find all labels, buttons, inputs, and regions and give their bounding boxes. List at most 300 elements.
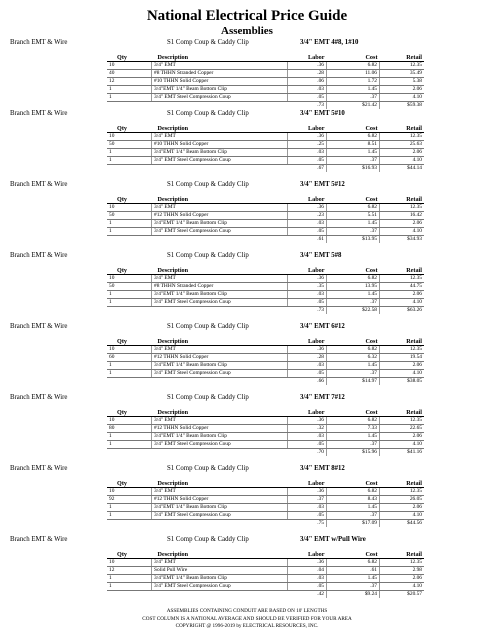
- cell-qty: 1: [107, 94, 152, 102]
- column-header-labor: Labor: [288, 195, 327, 204]
- table-row: [107, 86, 424, 94]
- column-header-cost: Cost: [327, 124, 380, 133]
- cell-qty: 1: [107, 512, 152, 520]
- table-row: [107, 488, 424, 496]
- assembly-name: 3/4" EMT 5#8: [300, 252, 342, 259]
- cell-qty: 92: [107, 496, 152, 504]
- column-header-labor: Labor: [288, 550, 327, 559]
- cell-cost: 1.45: [327, 362, 380, 370]
- cell-retail: 12.35: [380, 133, 425, 141]
- table-row: [107, 94, 424, 102]
- column-header-cost: Cost: [327, 408, 380, 417]
- column-header-description: Description: [152, 479, 288, 488]
- column-header-labor: Labor: [288, 479, 327, 488]
- cell-labor: .03: [288, 433, 327, 441]
- cell-labor: .03: [288, 220, 327, 228]
- assembly-name: 3/4" EMT w/Pull Wire: [300, 536, 366, 543]
- total-spacer: [107, 520, 152, 528]
- cell-retail: 12.35: [380, 275, 425, 283]
- cell-qty: 1: [107, 157, 152, 165]
- total-retail: $44.14: [407, 165, 422, 171]
- total-spacer: [107, 307, 152, 315]
- table-header-row: [107, 550, 424, 559]
- total-spacer: [152, 449, 288, 457]
- cell-cost: 6.82: [327, 62, 380, 70]
- assembly-category: Branch EMT & Wire: [10, 536, 68, 543]
- cell-retail: 2.06: [380, 433, 425, 441]
- column-header-description: Description: [152, 195, 288, 204]
- cell-cost: 1.72: [327, 78, 380, 86]
- cell-labor: .23: [288, 212, 327, 220]
- table-row: [107, 559, 424, 567]
- cell-description: 3/4" EMT Steel Compression Coup: [152, 299, 288, 307]
- cell-description: 3/4" EMT Steel Compression Coup: [152, 512, 288, 520]
- cell-cost: 1.45: [327, 433, 380, 441]
- assembly-category: Branch EMT & Wire: [10, 39, 68, 46]
- cell-description: 3/4" EMT Steel Compression Coup: [152, 94, 288, 102]
- assembly-description: S1 Comp Coup & Caddy Clip: [167, 110, 249, 117]
- table-row: [107, 62, 424, 70]
- column-header-retail: Retail: [380, 195, 425, 204]
- column-header-qty: Qty: [107, 124, 152, 133]
- assembly-table: [107, 266, 424, 314]
- total-labor: .73: [288, 102, 327, 110]
- cell-description: #12 THHN Solid Copper: [152, 425, 288, 433]
- total-spacer: [152, 307, 288, 315]
- cell-labor: .03: [288, 149, 327, 157]
- cell-description: 3/4" EMT Steel Compression Coup: [152, 228, 288, 236]
- cell-labor: .05: [288, 512, 327, 520]
- cell-description: 3/4" EMT Steel Compression Coup: [152, 157, 288, 165]
- total-cost: $15.96: [327, 449, 380, 457]
- cell-qty: 80: [107, 425, 152, 433]
- cell-retail: 4.10: [380, 94, 425, 102]
- total-labor: .75: [288, 520, 327, 528]
- total-retail: $20.57: [407, 591, 422, 597]
- cell-labor: .03: [288, 575, 327, 583]
- assembly-category: Branch EMT & Wire: [10, 394, 68, 401]
- cell-cost: 6.82: [327, 559, 380, 567]
- assembly-block: [0, 108, 494, 171]
- total-spacer: [152, 520, 288, 528]
- total-spacer: [107, 449, 152, 457]
- cell-retail: 16.42: [380, 212, 425, 220]
- assembly-category: Branch EMT & Wire: [10, 323, 68, 330]
- assembly-name: 3/4" EMT 4#8, 1#10: [300, 39, 359, 46]
- cell-retail: 2.06: [380, 575, 425, 583]
- column-header-retail: Retail: [380, 408, 425, 417]
- table-row: [107, 78, 424, 86]
- footer-line: COST COLUMN IS A NATIONAL AVERAGE AND SHOULD BE VERIFIED FOR YOUR AREA: [142, 615, 352, 622]
- cell-cost: 8.43: [327, 496, 380, 504]
- table-row: [107, 575, 424, 583]
- column-header-cost: Cost: [327, 53, 380, 62]
- cell-description: 3/4" EMT: [152, 275, 288, 283]
- cell-labor: .35: [288, 283, 327, 291]
- table-row: [107, 346, 424, 354]
- cell-labor: .36: [288, 275, 327, 283]
- column-header-labor: Labor: [288, 266, 327, 275]
- cell-retail: 12.35: [380, 559, 425, 567]
- assembly-table: [107, 479, 424, 527]
- cell-description: #8 THHN Stranded Copper: [152, 283, 288, 291]
- total-labor: .73: [288, 307, 327, 315]
- cell-labor: .37: [288, 496, 327, 504]
- assembly-category: Branch EMT & Wire: [10, 252, 68, 259]
- cell-qty: 10: [107, 417, 152, 425]
- column-header-cost: Cost: [327, 337, 380, 346]
- assembly-header: [0, 250, 494, 261]
- cell-retail: 22.65: [380, 425, 425, 433]
- assembly-block: [0, 463, 494, 526]
- column-header-qty: Qty: [107, 195, 152, 204]
- cell-retail: 12.35: [380, 346, 425, 354]
- assembly-block: [0, 37, 494, 108]
- cell-cost: 6.82: [327, 204, 380, 212]
- cell-description: 3/4" EMT: [152, 133, 288, 141]
- assembly-name: 3/4" EMT 5#10: [300, 110, 345, 117]
- table-header-row: [107, 195, 424, 204]
- footer-line: ASSEMBLIES CONTAINING CONDUIT ARE BASED ON 10' LENGTHS: [166, 608, 328, 614]
- total-cost: $14.97: [327, 378, 380, 386]
- cell-cost: .37: [327, 512, 380, 520]
- assembly-description: S1 Comp Coup & Caddy Clip: [167, 181, 249, 188]
- total-row: [107, 307, 424, 315]
- cell-labor: .03: [288, 86, 327, 94]
- cell-labor: .36: [288, 559, 327, 567]
- cell-cost: .61: [327, 567, 380, 575]
- page-subtitle: Assemblies: [221, 25, 273, 37]
- cell-qty: 1: [107, 441, 152, 449]
- table-row: [107, 212, 424, 220]
- column-header-description: Description: [152, 266, 288, 275]
- assembly-header: [0, 179, 494, 190]
- total-spacer: [107, 236, 152, 244]
- cell-description: 3/4"EMT 1/4" Beam Bottom Clip: [152, 291, 288, 299]
- total-row: [107, 236, 424, 244]
- assembly-header: [0, 534, 494, 545]
- assembly-name: 3/4" EMT 6#12: [300, 323, 345, 330]
- assembly-table: [107, 550, 424, 598]
- assembly-description: S1 Comp Coup & Caddy Clip: [167, 465, 249, 472]
- cell-labor: .36: [288, 488, 327, 496]
- assembly-table: [107, 408, 424, 456]
- column-header-qty: Qty: [107, 337, 152, 346]
- cell-retail: 2.06: [380, 291, 425, 299]
- total-spacer: [107, 165, 152, 173]
- cell-description: #12 THHN Solid Copper: [152, 212, 288, 220]
- cell-description: 3/4"EMT 1/4" Beam Bottom Clip: [152, 149, 288, 157]
- cell-cost: 1.45: [327, 220, 380, 228]
- cell-cost: .37: [327, 370, 380, 378]
- cell-qty: 60: [107, 354, 152, 362]
- column-header-retail: Retail: [380, 479, 425, 488]
- cell-labor: .36: [288, 417, 327, 425]
- cell-qty: 50: [107, 212, 152, 220]
- assembly-category: Branch EMT & Wire: [10, 465, 68, 472]
- table-row: [107, 220, 424, 228]
- cell-labor: .05: [288, 157, 327, 165]
- cell-description: 3/4"EMT 1/4" Beam Bottom Clip: [152, 504, 288, 512]
- assembly-header: [0, 321, 494, 332]
- cell-labor: .36: [288, 204, 327, 212]
- cell-qty: 1: [107, 86, 152, 94]
- assembly-block: [0, 179, 494, 242]
- cell-retail: 44.75: [380, 283, 425, 291]
- table-row: [107, 441, 424, 449]
- assembly-name: 3/4" EMT 5#12: [300, 181, 345, 188]
- table-header-row: [107, 337, 424, 346]
- total-cost: $17.09: [327, 520, 380, 528]
- cell-cost: 7.33: [327, 425, 380, 433]
- table-row: [107, 504, 424, 512]
- table-row: [107, 283, 424, 291]
- total-spacer: [107, 591, 152, 599]
- column-header-labor: Labor: [288, 408, 327, 417]
- assembly-description: S1 Comp Coup & Caddy Clip: [167, 536, 249, 543]
- total-cost: $21.42: [327, 102, 380, 110]
- cell-cost: 6.82: [327, 133, 380, 141]
- total-row: [107, 449, 424, 457]
- table-header-row: [107, 479, 424, 488]
- cell-cost: .37: [327, 228, 380, 236]
- cell-cost: 13.95: [327, 283, 380, 291]
- cell-retail: 4.10: [380, 441, 425, 449]
- cell-retail: 4.10: [380, 299, 425, 307]
- table-row: [107, 291, 424, 299]
- cell-description: 3/4"EMT 1/4" Beam Bottom Clip: [152, 220, 288, 228]
- cell-cost: 6.82: [327, 346, 380, 354]
- cell-labor: .36: [288, 62, 327, 70]
- cell-cost: 1.45: [327, 291, 380, 299]
- assembly-block: [0, 534, 494, 597]
- total-retail: $41.16: [407, 449, 422, 455]
- assembly-header: [0, 463, 494, 474]
- total-retail: $38.05: [407, 378, 422, 384]
- cell-labor: .05: [288, 583, 327, 591]
- column-header-cost: Cost: [327, 195, 380, 204]
- cell-qty: 10: [107, 488, 152, 496]
- table-row: [107, 70, 424, 78]
- cell-labor: .03: [288, 291, 327, 299]
- total-row: [107, 378, 424, 386]
- cell-description: #10 THHN Solid Copper: [152, 141, 288, 149]
- cell-qty: 10: [107, 62, 152, 70]
- cell-labor: .25: [288, 141, 327, 149]
- total-cost: $13.95: [327, 236, 380, 244]
- cell-qty: 10: [107, 275, 152, 283]
- total-spacer: [107, 378, 152, 386]
- cell-qty: 1: [107, 149, 152, 157]
- table-row: [107, 228, 424, 236]
- column-header-qty: Qty: [107, 53, 152, 62]
- cell-retail: 2.06: [380, 504, 425, 512]
- cell-cost: 11.06: [327, 70, 380, 78]
- cell-description: 3/4"EMT 1/4" Beam Bottom Clip: [152, 362, 288, 370]
- table-row: [107, 567, 424, 575]
- column-header-qty: Qty: [107, 266, 152, 275]
- cell-qty: 10: [107, 133, 152, 141]
- cell-labor: .28: [288, 70, 327, 78]
- table-row: [107, 141, 424, 149]
- column-header-description: Description: [152, 53, 288, 62]
- assembly-header: [0, 108, 494, 119]
- column-header-retail: Retail: [380, 550, 425, 559]
- cell-qty: 1: [107, 299, 152, 307]
- table-row: [107, 370, 424, 378]
- assembly-block: [0, 321, 494, 384]
- total-retail: $63.26: [407, 307, 422, 313]
- cell-retail: 4.10: [380, 157, 425, 165]
- cell-labor: .05: [288, 370, 327, 378]
- cell-cost: 6.82: [327, 417, 380, 425]
- table-row: [107, 496, 424, 504]
- page-title: National Electrical Price Guide: [146, 8, 348, 24]
- total-spacer: [152, 236, 288, 244]
- cell-cost: 1.45: [327, 149, 380, 157]
- table-header-row: [107, 124, 424, 133]
- cell-qty: 1: [107, 575, 152, 583]
- cell-cost: 1.45: [327, 575, 380, 583]
- total-cost: $9.24: [327, 591, 380, 599]
- cell-retail: 2.06: [380, 149, 425, 157]
- assembly-description: S1 Comp Coup & Caddy Clip: [167, 39, 249, 46]
- column-header-qty: Qty: [107, 408, 152, 417]
- assembly-name: 3/4" EMT 7#12: [300, 394, 345, 401]
- total-retail: $59.38: [407, 102, 422, 108]
- cell-cost: .37: [327, 299, 380, 307]
- cell-qty: 1: [107, 370, 152, 378]
- table-header-row: [107, 408, 424, 417]
- cell-description: #12 THHN Solid Copper: [152, 354, 288, 362]
- cell-qty: 50: [107, 283, 152, 291]
- cell-retail: 2.98: [380, 567, 425, 575]
- cell-retail: 12.35: [380, 417, 425, 425]
- cell-cost: 6.82: [327, 275, 380, 283]
- total-spacer: [152, 165, 288, 173]
- cell-qty: 50: [107, 141, 152, 149]
- cell-cost: .37: [327, 94, 380, 102]
- total-row: [107, 520, 424, 528]
- total-labor: .66: [288, 378, 327, 386]
- cell-description: 3/4" EMT: [152, 204, 288, 212]
- cell-qty: 40: [107, 70, 152, 78]
- table-row: [107, 149, 424, 157]
- cell-description: 3/4"EMT 1/4" Beam Bottom Clip: [152, 575, 288, 583]
- cell-description: #8 THHN Stranded Copper: [152, 70, 288, 78]
- cell-labor: .05: [288, 441, 327, 449]
- cell-retail: 12.35: [380, 62, 425, 70]
- total-spacer: [152, 378, 288, 386]
- column-header-labor: Labor: [288, 53, 327, 62]
- cell-labor: .06: [288, 78, 327, 86]
- cell-cost: .37: [327, 441, 380, 449]
- cell-description: Solid Pull Wire: [152, 567, 288, 575]
- total-spacer: [152, 591, 288, 599]
- cell-qty: 1: [107, 433, 152, 441]
- table-row: [107, 204, 424, 212]
- column-header-cost: Cost: [327, 550, 380, 559]
- assembly-description: S1 Comp Coup & Caddy Clip: [167, 252, 249, 259]
- assembly-description: S1 Comp Coup & Caddy Clip: [167, 394, 249, 401]
- footer-line: COPYRIGHT @ 1996-2019 by ELECTRICAL RESOURCES, INC.: [175, 623, 319, 629]
- cell-description: 3/4" EMT Steel Compression Coup: [152, 370, 288, 378]
- cell-retail: 4.10: [380, 512, 425, 520]
- cell-qty: 1: [107, 583, 152, 591]
- cell-labor: .32: [288, 425, 327, 433]
- cell-description: 3/4"EMT 1/4" Beam Bottom Clip: [152, 433, 288, 441]
- cell-description: 3/4" EMT: [152, 488, 288, 496]
- footer: [0, 608, 494, 631]
- assembly-table: [107, 337, 424, 385]
- cell-retail: 4.10: [380, 583, 425, 591]
- cell-description: 3/4" EMT: [152, 346, 288, 354]
- total-retail: $44.56: [407, 520, 422, 526]
- cell-labor: .05: [288, 299, 327, 307]
- total-labor: .61: [288, 236, 327, 244]
- cell-labor: .36: [288, 346, 327, 354]
- column-header-retail: Retail: [380, 53, 425, 62]
- assembly-table: [107, 195, 424, 243]
- cell-qty: 1: [107, 220, 152, 228]
- cell-description: #10 THHN Solid Copper: [152, 78, 288, 86]
- cell-retail: 12.35: [380, 204, 425, 212]
- assembly-table: [107, 124, 424, 172]
- column-header-qty: Qty: [107, 479, 152, 488]
- column-header-labor: Labor: [288, 124, 327, 133]
- cell-cost: 1.45: [327, 504, 380, 512]
- cell-description: 3/4" EMT Steel Compression Coup: [152, 583, 288, 591]
- cell-qty: 12: [107, 567, 152, 575]
- assembly-header: [0, 392, 494, 403]
- cell-retail: 4.10: [380, 228, 425, 236]
- column-header-description: Description: [152, 408, 288, 417]
- column-header-description: Description: [152, 124, 288, 133]
- cell-labor: .36: [288, 133, 327, 141]
- column-header-labor: Labor: [288, 337, 327, 346]
- cell-cost: 8.51: [327, 141, 380, 149]
- cell-retail: 5.38: [380, 78, 425, 86]
- cell-labor: .03: [288, 362, 327, 370]
- cell-retail: 2.06: [380, 220, 425, 228]
- cell-description: 3/4"EMT 1/4" Beam Bottom Clip: [152, 86, 288, 94]
- cell-description: 3/4" EMT: [152, 62, 288, 70]
- cell-cost: .37: [327, 157, 380, 165]
- assembly-description: S1 Comp Coup & Caddy Clip: [167, 323, 249, 330]
- table-row: [107, 512, 424, 520]
- cell-retail: 26.05: [380, 496, 425, 504]
- cell-description: #12 THHN Solid Copper: [152, 496, 288, 504]
- cell-qty: 1: [107, 228, 152, 236]
- table-row: [107, 362, 424, 370]
- cell-labor: .03: [288, 504, 327, 512]
- column-header-cost: Cost: [327, 266, 380, 275]
- cell-description: 3/4" EMT Steel Compression Coup: [152, 441, 288, 449]
- cell-qty: 10: [107, 559, 152, 567]
- cell-cost: 6.82: [327, 488, 380, 496]
- total-cost: $22.58: [327, 307, 380, 315]
- assembly-header: [0, 37, 494, 48]
- table-header-row: [107, 53, 424, 62]
- cell-labor: .04: [288, 567, 327, 575]
- cell-qty: 10: [107, 346, 152, 354]
- column-header-description: Description: [152, 550, 288, 559]
- cell-retail: 2.06: [380, 362, 425, 370]
- cell-retail: 2.06: [380, 86, 425, 94]
- cell-qty: 1: [107, 504, 152, 512]
- cell-cost: 5.51: [327, 212, 380, 220]
- cell-qty: 1: [107, 291, 152, 299]
